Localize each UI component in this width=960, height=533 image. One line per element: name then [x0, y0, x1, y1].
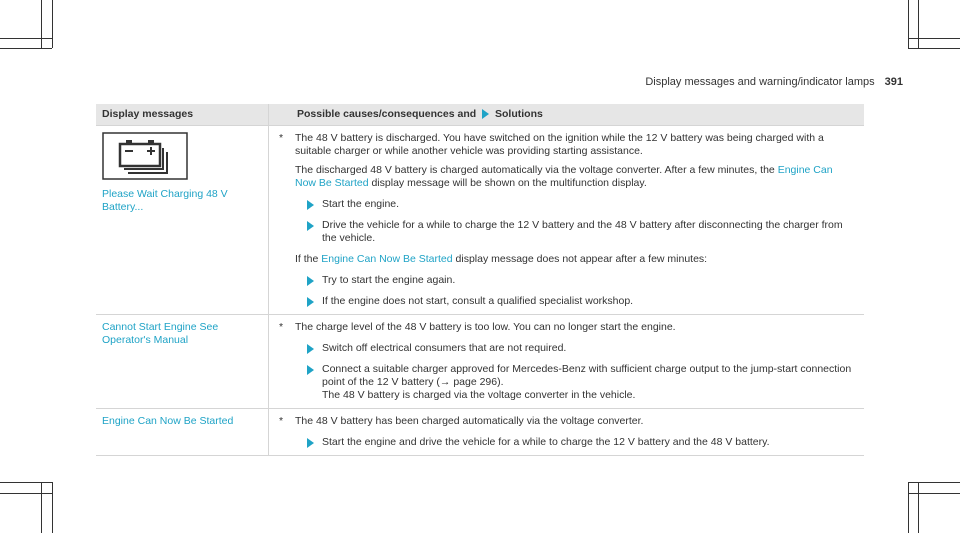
solution-step: Connect a suitable charger approved for Mercedes-Benz with sufficient charge output to the jump-start connection point of the 12 V battery (→ page 296). The 48 V battery is charged via the voltage converter in the vehicle.	[307, 363, 854, 402]
crop-mark	[908, 493, 960, 494]
solution-step: Start the engine and drive the vehicle for a while to charge the 12 V battery and the 48 V battery.	[307, 436, 770, 449]
message-text: Engine Can Now Be Started	[102, 415, 234, 427]
crop-mark	[918, 0, 919, 48]
crop-mark	[908, 38, 960, 39]
message-cell	[96, 409, 269, 456]
crop-mark	[0, 38, 52, 39]
solution-step: Drive the vehicle for a while to charge the 12 V battery and the 48 V battery after disconnecting the charger from the vehicle.	[307, 219, 854, 245]
page-number: 391	[884, 76, 903, 88]
crop-mark	[908, 482, 960, 483]
crop-mark	[918, 482, 919, 533]
crop-mark	[52, 0, 53, 48]
message-text: Please Wait Charging 48 V Battery...	[102, 188, 228, 213]
col-header-messages: Display messages	[96, 104, 269, 126]
col-header-causes: Possible causes/consequences and Solutions	[269, 104, 865, 126]
crop-mark	[52, 482, 53, 533]
crop-mark	[908, 48, 960, 49]
battery-warning-icon	[102, 132, 188, 180]
page-header-title: Display messages and warning/indicator lamps	[645, 76, 875, 88]
solution-step: If the engine does not start, consult a qualified specialist workshop.	[307, 295, 854, 308]
crop-mark	[0, 482, 52, 483]
table-row	[96, 126, 864, 315]
crop-mark	[0, 493, 52, 494]
step-arrow-icon	[307, 297, 314, 307]
step-arrow-icon	[307, 200, 314, 210]
cause-cell: * The 48 V battery is discharged. You have switched on the ignition while the 12 V battery was being charged with a suitable charger or while another vehicle was providing starting assistance. The discharged 48 V battery is charged automatically via the voltage converter. After a few minutes, the Engine Can Now Be Started display message will be shown on the multifunction display. Start the engine. Drive the vehicle for a while to charge the 12 V battery and the 48 V battery after disconnecting the charger from the vehicle. If the Engine Can Now Be Started display message does not appear after a few minutes: Try to start the engine again. If the engine does not start, consult a qualified specialist workshop.	[269, 126, 865, 315]
cause-text: The 48 V battery is discharged. You have switched on the ignition while the 12 V battery was being charged with a suitable charger or while another vehicle was providing starting assistance.	[295, 132, 824, 157]
crop-mark	[0, 48, 52, 49]
page-header	[645, 76, 903, 88]
step-arrow-icon	[307, 344, 314, 354]
messages-table	[96, 104, 864, 456]
crop-mark	[41, 0, 42, 48]
step-arrow-icon	[307, 221, 314, 231]
crop-mark	[908, 0, 909, 48]
solution-step: Try to start the engine again.	[307, 274, 854, 287]
message-cell	[96, 126, 269, 315]
step-arrow-icon	[307, 438, 314, 448]
solution-arrow-icon	[482, 109, 489, 119]
crop-mark	[908, 482, 909, 533]
solution-step: Start the engine.	[307, 198, 854, 211]
engine-can-start-link: Engine Can Now Be Started	[321, 253, 453, 265]
table-row	[96, 315, 864, 409]
message-cell	[96, 315, 269, 409]
cause-text: The charge level of the 48 V battery is too low. You can no longer start the engine.	[295, 321, 676, 333]
cause-cell: * The 48 V battery has been charged automatically via the voltage converter. Start the engine and drive the vehicle for a while to charge the 12 V battery and the 48 V battery.	[269, 409, 865, 456]
cause-text: The 48 V battery has been charged automatically via the voltage converter.	[295, 415, 644, 427]
table-row	[96, 409, 864, 456]
cause-detail: The discharged 48 V battery is charged automatically via the voltage converter. After a few minutes, the Engine Can Now Be Started display message will be shown on the multifunction display.	[295, 164, 833, 189]
cause-detail: If the Engine Can Now Be Started display message does not appear after a few minutes:	[295, 253, 708, 265]
step-arrow-icon	[307, 276, 314, 286]
table-header-row	[96, 104, 864, 126]
message-text: Cannot Start Engine See Operator's Manual	[102, 321, 219, 346]
step-arrow-icon	[307, 365, 314, 375]
crop-mark	[41, 482, 42, 533]
engine-can-start-link: Engine Can Now Be Started	[295, 164, 833, 189]
solution-step: Switch off electrical consumers that are not required.	[307, 342, 854, 355]
cause-cell: * The charge level of the 48 V battery is too low. You can no longer start the engine. Switch off electrical consumers that are not required. Connect a suitable charger approved for Mercedes-Benz with sufficient charge output to the jump-start connection point of the 12 V battery (→ page 296). The 48 V battery is charged via the voltage converter in the vehicle.	[269, 315, 865, 409]
